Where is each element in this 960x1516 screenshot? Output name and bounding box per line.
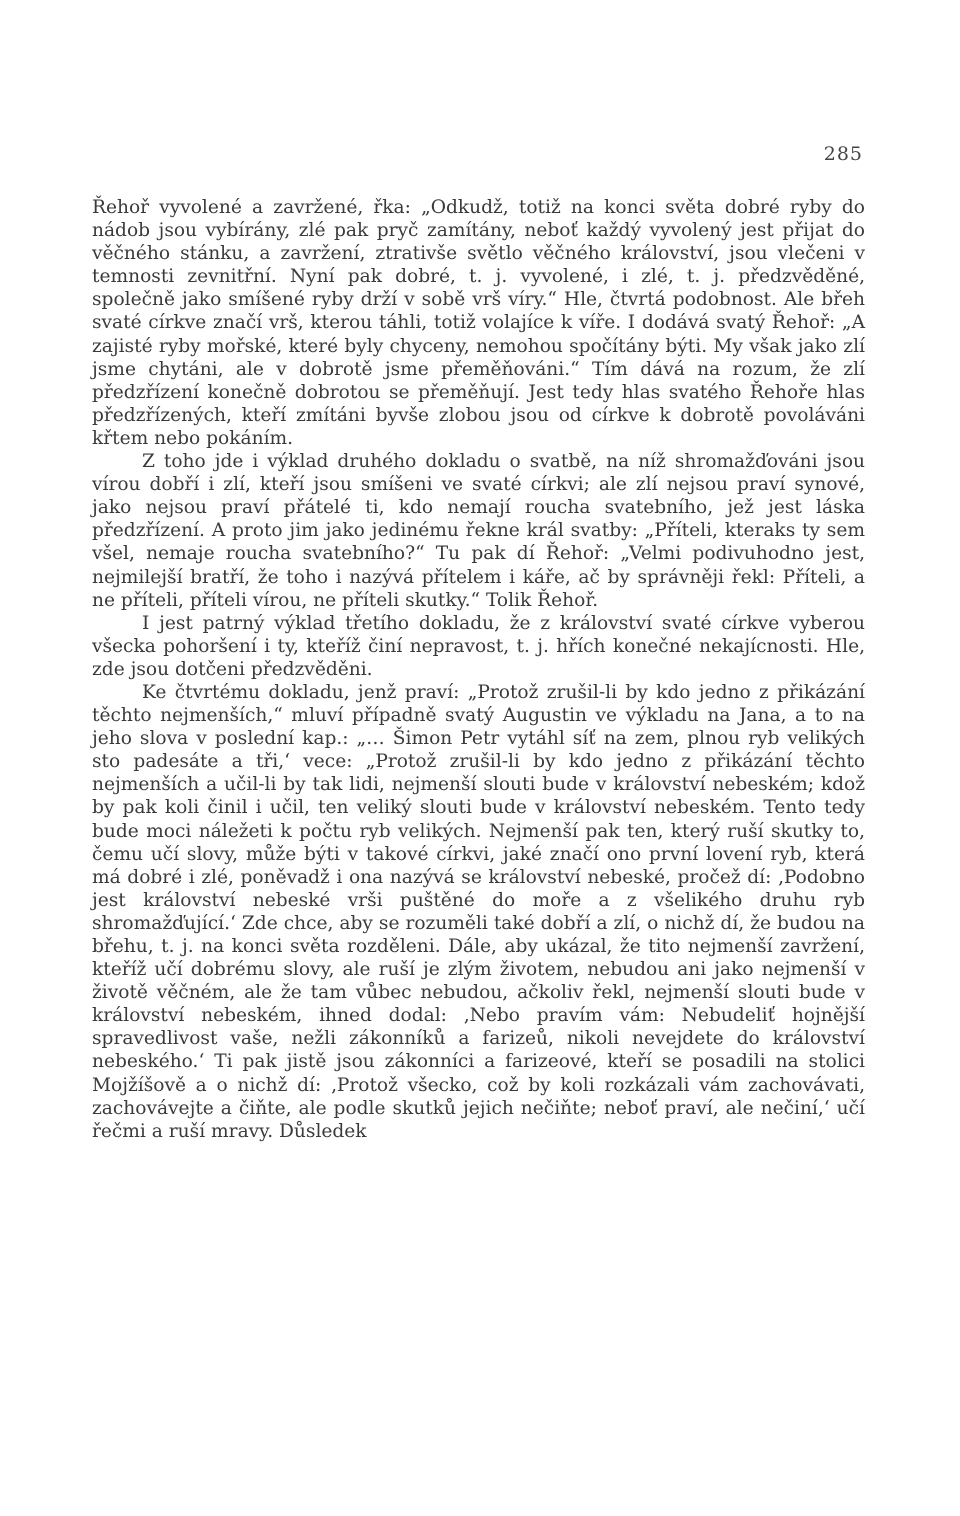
body-text: [92, 196, 865, 1143]
paragraph-4: Ke čtvrtému dokladu, jenž praví: „Protož zrušil-li by kdo jedno z přikázání těchto nejmenších,“ mluví případně svatý Augustin ve výkladu na Jana, a to na jeho slova v poslední kap.: „… Šimon Petr vytáhl síť na zem, plnou ryb velikých sto padesáte a tři,‘ vece: „Protož zrušil-li by kdo jedno z přikázání těchto nejmenších a učil-li by tak lidi, nejmenší slouti bude v království nebeském; kdož by pak koli činil i učil, ten veliký slouti bude v království nebeském. Tento tedy bude moci náležeti k počtu ryb velikých. Nejmenší pak ten, který ruší skutky to, čemu učí slovy, může býti v takové církvi, jaké značí ono první lovení ryb, která má dobré i zlé, poněvadž i ona nazývá se království nebeské, pročež dí: ‚Podobno jest království nebeské vrši puštěné do moře a z všelikého druhu ryb shromažďující.‘ Zde chce, aby se rozuměli také dobří a zlí, o nichž dí, že budou na břehu, t. j. na konci světa rozděleni. Dále, aby ukázal, že tito nejmenší zavržení, kteříž učí dobrému slovy, ale ruší je zlým životem, nebudou ani jako nejmenší v životě věčném, ale že tam vůbec nebudou, ačkoliv řekl, nejmenší slouti bude v království nebeském, ihned dodal: ‚Nebo pravím vám: Nebudeliť hojnější spravedlivost vaše, nežli zákonníků a farizeů, nikoli nevejdete do království nebeského.‘ Ti pak jistě jsou zákonníci a farizeové, kteří se posadili na stolici Mojžíšově a o nichž dí: ‚Protož všecko, což by koli rozkázali vám zachovávati, zachovávejte a čiňte, ale podle skutků jejich nečiňte; neboť praví, ale nečiní,‘ učí řečmi a ruší mravy. Důsledek: [92, 681, 865, 1142]
page-number: 285: [823, 143, 863, 165]
paragraph-2: Z toho jde i výklad druhého dokladu o svatbě, na níž shromažďováni jsou vírou dobří i zlí, kteří jsou smíšeni ve svaté církvi; ale zlí nejsou praví synové, jako nejsou praví přátelé ti, kdo nemají roucha svatebního, jež jest láska předzřízení. A proto jim jako jedinému řekne král svatby: „Příteli, kteraks ty sem všel, nemaje roucha svatebního?“ Tu pak dí Řehoř: „Velmi podivuhodno jest, nejmilejší bratří, že toho i nazývá přítelem i káře, ač by správněji řekl: Příteli, a ne příteli, příteli vírou, ne příteli skutky.“ Tolik Řehoř.: [92, 451, 865, 611]
paragraph-1: Řehoř vyvolené a zavržené, řka: „Odkudž, totiž na konci světa dobré ryby do nádob jsou vybírány, zlé pak pryč zamítány, neboť každý vyvolený jest přijat do věčného stánku, a zavržení, ztrativše světlo věčného království, jsou vlečeni v temnosti zevnitřní. Nyní pak dobré, t. j. vyvolené, i zlé, t. j. předzvěděné, společně jako smíšené ryby drží v sobě vrš víry.“ Hle, čtvrtá podobnost. Ale břeh svaté církve značí vrš, kterou táhli, totiž volajíce k víře. I dodává svatý Řehoř: „A zajisté ryby mořské, které byly chyceny, nemohou spočítány býti. My však jako zlí jsme chytáni, ale v dobrotě jsme přeměňováni.“ Tím dává na rozum, že zlí předzřízení konečně dobrotou se přeměňují. Jest tedy hlas svatého Řehoře hlas předzřízených, kteří zmítáni byvše zlobou jsou od církve k dobrotě povoláváni křtem nebo pokáním.: [92, 197, 865, 449]
paragraph-3: I jest patrný výklad třetího dokladu, že z království svaté církve vyberou všecka pohoršení i ty, kteříž činí nepravost, t. j. hřích konečné nekajícnosti. Hle, zde jsou dotčeni předzvěděni.: [92, 612, 865, 680]
